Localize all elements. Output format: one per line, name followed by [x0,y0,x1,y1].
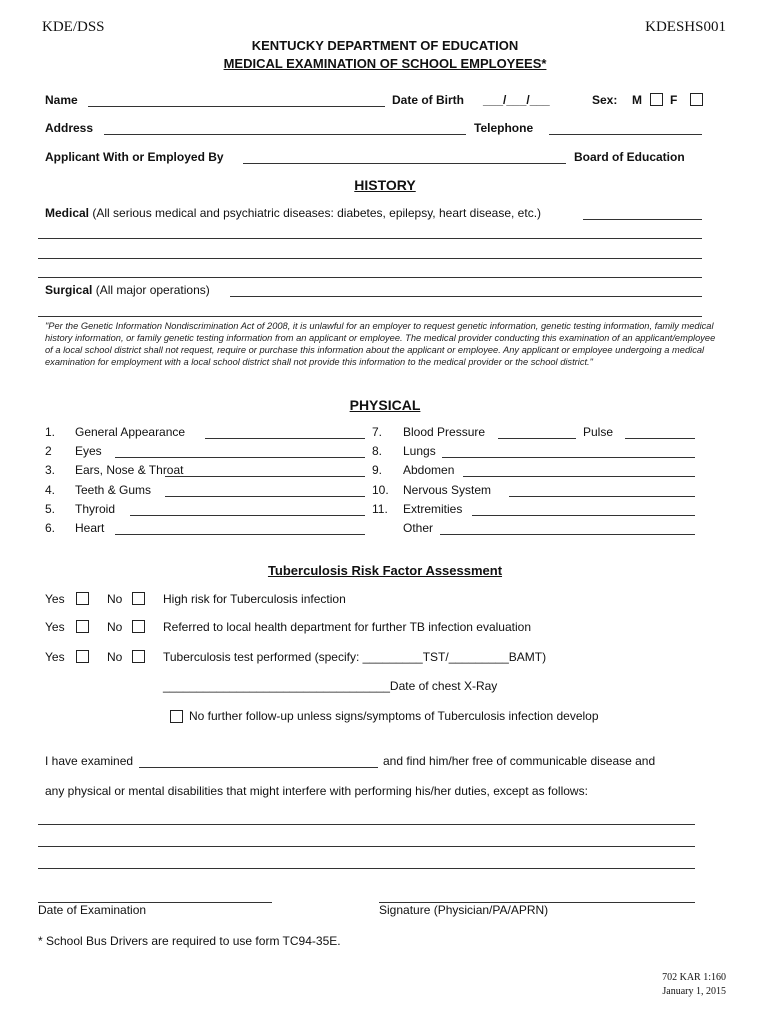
tb-no-label: No [107,650,123,664]
signature-label: Signature (Physician/PA/APRN) [379,903,549,917]
form-number: KDESHS001 [645,19,726,35]
tb-no-label: No [107,592,123,606]
male-label: M [632,93,642,107]
physical-item-label: Other [403,521,434,535]
tb-question: Tuberculosis test performed (specify: _________TST/_________BAMT) [163,650,547,664]
tb-yes-label: Yes [45,620,65,634]
physical-item-label: Abdomen [403,463,455,477]
pulse-field[interactable] [625,438,695,439]
physical-item-number: 1. [45,425,56,439]
physical-item-field[interactable] [115,457,365,458]
tb-yes-label: Yes [45,592,65,606]
telephone-field[interactable] [549,134,702,135]
exceptions-line[interactable] [38,846,695,847]
physical-item-label: Thyroid [75,502,116,516]
no-followup-checkbox[interactable] [170,710,183,723]
female-label: F [670,93,678,107]
examined-label: I have examined [45,754,134,768]
disabilities-text: any physical or mental disabilities that might interfere with performing his/her duties, except as follows: [45,784,588,798]
telephone-label: Telephone [474,121,534,135]
page-title: KENTUCKY DEPARTMENT OF EDUCATION [251,38,519,53]
physical-item-field[interactable] [205,438,365,439]
tb-heading: Tuberculosis Risk Factor Assessment [267,563,503,578]
physical-item-number: 5. [45,502,56,516]
physical-item-label: Lungs [403,444,436,458]
physical-item-number: 2 [45,444,52,458]
physical-item-field[interactable] [509,496,695,497]
physical-item-number: 9. [372,463,383,477]
physical-item-label: Blood Pressure [403,425,486,439]
male-checkbox[interactable] [650,93,663,106]
tb-yes-checkbox[interactable] [76,592,89,605]
exam-date-label: Date of Examination [38,903,147,917]
medical-desc: (All serious medical and psychiatric diseases: diabetes, epilepsy, heart disease, etc.) [92,206,542,220]
physical-item-field[interactable] [130,515,365,516]
examinee-name-field[interactable] [139,767,378,768]
physical-item-number: 10. [372,483,389,497]
physical-item-number: 8. [372,444,383,458]
address-field[interactable] [104,134,466,135]
dob-field[interactable]: ___/___/___ [483,93,550,107]
medical-line[interactable] [38,258,702,259]
surgical-field[interactable] [230,296,702,297]
bus-driver-note: * School Bus Drivers are required to use form TC94-35E. [38,934,341,948]
chest-xray-date-field[interactable]: __________________________________Date of chest X-Ray [163,679,498,693]
tb-yes-checkbox[interactable] [76,650,89,663]
tb-yes-checkbox[interactable] [76,620,89,633]
surgical-label [45,283,210,297]
surgical-line[interactable] [38,316,702,317]
physical-item-field[interactable] [165,476,365,477]
tb-question: Referred to local health department for further TB infection evaluation [163,620,531,634]
physical-item-field[interactable] [115,534,365,535]
tb-no-checkbox[interactable] [132,620,145,633]
physical-item-label: General Appearance [75,425,186,439]
medical-label [45,206,541,220]
no-followup-label: No further follow-up unless signs/symptoms of Tuberculosis infection develop [189,709,599,723]
medical-bold: Medical [45,206,90,220]
physical-item-label: Extremities [403,502,463,516]
physical-heading: PHYSICAL [349,397,421,413]
medical-line[interactable] [38,238,702,239]
pulse-label: Pulse [583,425,614,439]
physical-item-field[interactable] [442,457,695,458]
physical-item-field[interactable] [165,496,365,497]
physical-item-field[interactable] [472,515,695,516]
dob-label: Date of Birth [392,93,464,107]
medical-line[interactable] [38,277,702,278]
surgical-desc: (All major operations) [95,283,210,297]
exceptions-line[interactable] [38,868,695,869]
physical-item-label: Eyes [75,444,102,458]
physical-item-number: 4. [45,483,56,497]
regulation-ref: 702 KAR 1:160 [662,972,726,983]
blood-pressure-field[interactable] [498,438,576,439]
sex-label: Sex: [592,93,618,107]
employer-label: Applicant With or Employed By [45,150,224,164]
board-label: Board of Education [574,150,685,164]
female-checkbox[interactable] [690,93,703,106]
name-field[interactable] [88,106,385,107]
physical-item-field[interactable] [463,476,695,477]
physical-item-number: 11. [372,502,388,516]
physical-item-number: 3. [45,463,56,477]
physical-item-number: 6. [45,521,56,535]
physical-item-number: 7. [372,425,383,439]
address-label: Address [45,121,94,135]
tb-question: High risk for Tuberculosis infection [163,592,346,606]
physical-item-label: Teeth & Gums [75,483,152,497]
tb-no-checkbox[interactable] [132,592,145,605]
physical-item-field[interactable] [440,534,695,535]
tb-no-checkbox[interactable] [132,650,145,663]
history-heading: HISTORY [354,177,416,193]
surgical-bold: Surgical [45,283,93,297]
free-of-disease-text: and find him/her free of communicable disease and [383,754,656,768]
header-left: KDE/DSS [42,19,105,35]
employer-field[interactable] [243,163,566,164]
gina-notice: "Per the Genetic Information Nondiscrimination Act of 2008, it is unlawful for an employer to request genetic information, genetic testing information, family medical history information, or family genetic testing information from an applicant or employee. The medical provider conducting this examination of an applicant/employee of a local school district shall not request, require or purchase this information about the applicant or employee. Any applicant or employee undergoing a medical examination for employment with a local school district shall not provide this information to the medical provider or the school district." [45,321,716,367]
physical-item-label: Nervous System [403,483,492,497]
name-label: Name [45,93,78,107]
tb-yes-label: Yes [45,650,65,664]
physical-item-label: Ears, Nose & Throat [75,463,184,477]
exceptions-line[interactable] [38,824,695,825]
revision-date: January 1, 2015 [662,986,726,997]
page-subtitle: MEDICAL EXAMINATION OF SCHOOL EMPLOYEES* [223,56,547,71]
medical-field[interactable] [583,219,702,220]
physical-item-label: Heart [75,521,105,535]
tb-no-label: No [107,620,123,634]
